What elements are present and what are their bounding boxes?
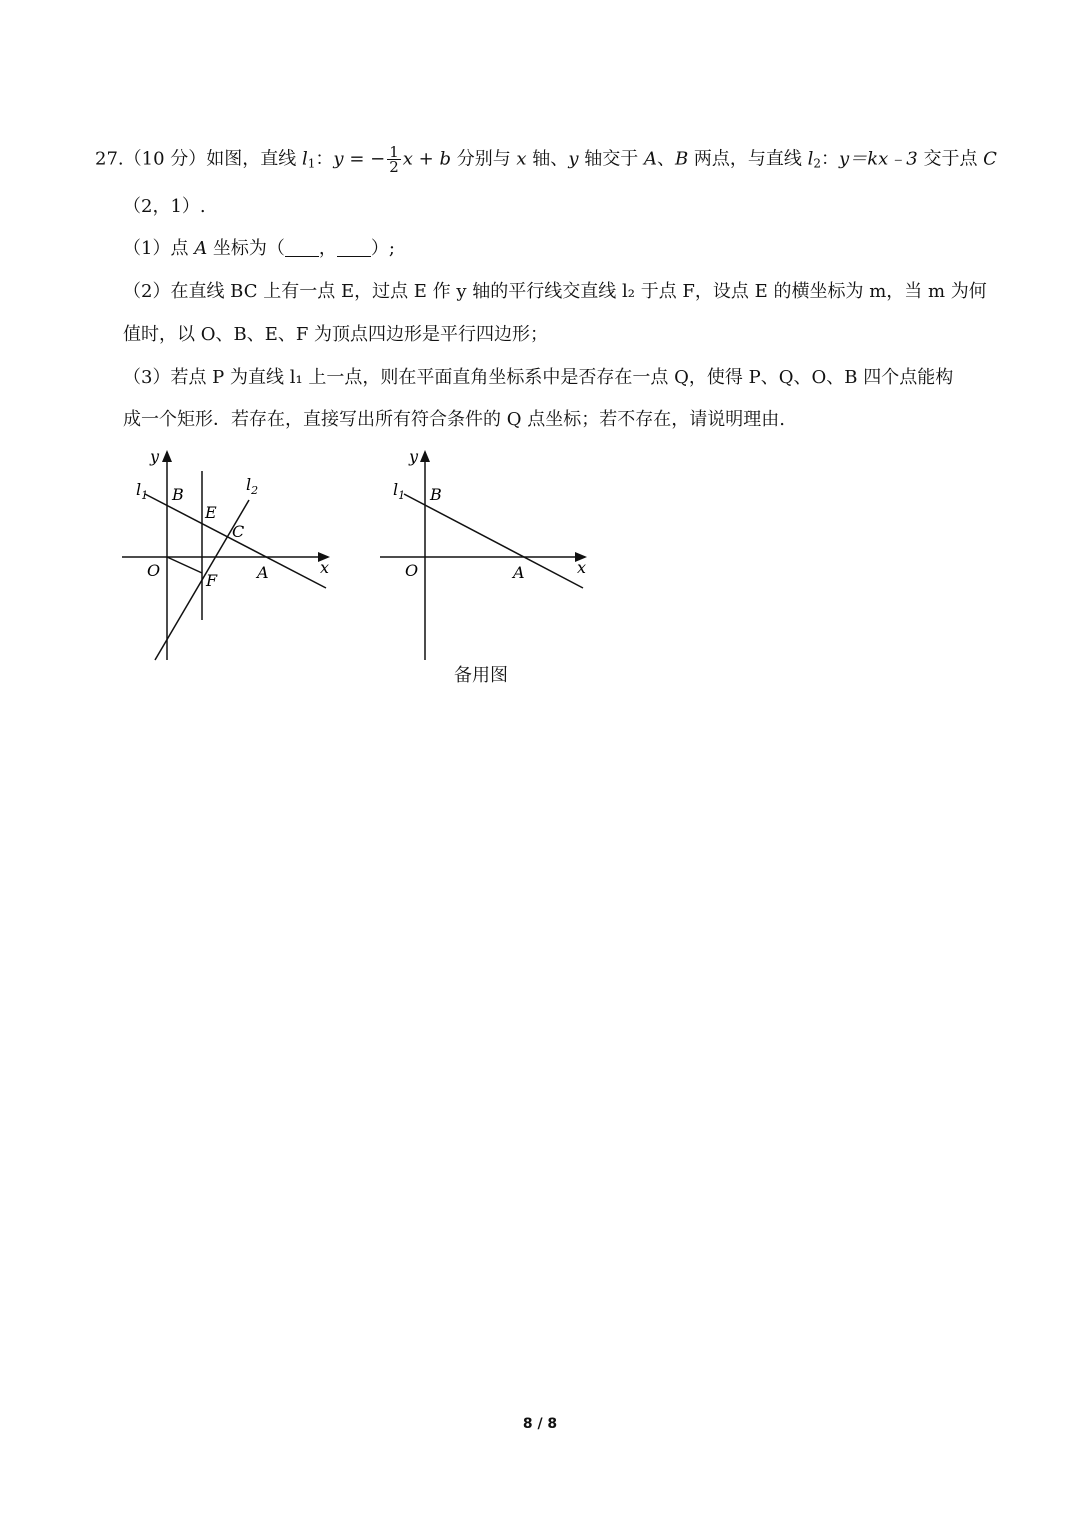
question-line-2: （2，1）. <box>123 196 206 217</box>
question-score: （10 分） <box>123 148 207 170</box>
separator: 、 <box>656 148 675 170</box>
label-y: y <box>409 447 419 466</box>
var-x: x <box>516 148 527 170</box>
line-l1 <box>145 494 326 588</box>
label-e: E <box>205 503 217 522</box>
label-a: A <box>257 563 269 582</box>
line-l2-name: l <box>807 148 814 170</box>
l2-equation: y＝kx﹣3 <box>839 148 918 170</box>
label-l2: $l_2$ <box>246 475 259 497</box>
part1-point-a: A <box>194 238 208 259</box>
y-axis-arrow-icon <box>420 450 430 462</box>
page-number: 8 / 8 <box>522 1416 558 1432</box>
figure-2 <box>370 440 600 670</box>
text-seg: 轴交于 <box>578 148 644 170</box>
eq-b: b <box>439 148 451 170</box>
line-l2-sub: 2 <box>813 156 822 171</box>
segment-of <box>167 557 202 573</box>
label-c: C <box>232 522 245 541</box>
answer-blank-x[interactable] <box>285 238 319 257</box>
label-l1: $l_1$ <box>393 480 406 502</box>
text-seg: 两点，与直线 <box>688 148 808 170</box>
label-x: x <box>577 558 587 577</box>
label-o: O <box>405 561 419 580</box>
point-b: B <box>674 148 689 170</box>
y-axis-arrow-icon <box>162 450 172 462</box>
text-seg: 轴、 <box>526 148 569 170</box>
label-a: A <box>513 563 525 582</box>
eq-equals: = − <box>343 148 386 170</box>
part-2-line-2: 值时，以 O、B、E、F 为顶点四边形是平行四边形； <box>123 324 549 345</box>
point-a: A <box>643 148 657 170</box>
label-o: O <box>147 561 161 580</box>
eq-x: x <box>402 148 413 170</box>
label-f: F <box>206 571 218 590</box>
part-1 <box>123 236 395 262</box>
part1-prefix: （1）点 <box>123 238 195 259</box>
line-l1-sub: 1 <box>307 156 316 171</box>
label-x: x <box>320 558 330 577</box>
frac-numerator: 1 <box>389 143 399 161</box>
text-seg: 交于点 <box>917 148 984 170</box>
eq-plus: + <box>412 148 440 170</box>
part-3-line-2: 成一个矩形．若存在，直接写出所有符合条件的 Q 点坐标；若不存在，请说明理由. <box>123 409 785 430</box>
line-l1-name: l <box>302 148 308 170</box>
answer-blank-y[interactable] <box>337 238 371 257</box>
question-intro: 如图，直线 <box>206 148 297 170</box>
frac-denominator: 2 <box>389 158 399 176</box>
label-y: y <box>150 447 160 466</box>
colon: ： <box>821 148 840 170</box>
part1-end: ）; <box>370 238 395 259</box>
question-number: 27. <box>95 148 124 170</box>
text-seg: 分别与 <box>450 148 517 170</box>
part-3-line-1: （3）若点 P 为直线 l₁ 上一点，则在平面直角坐标系中是否存在一点 Q，使得 P、Q、O、B 四个点能构 <box>123 367 954 388</box>
label-b: B <box>430 485 442 504</box>
question-line-1 <box>95 145 997 177</box>
figure-2-caption: 备用图 <box>454 665 508 686</box>
figure-1 <box>110 440 350 670</box>
part1-comma: ， <box>318 238 337 259</box>
label-b: B <box>172 485 184 504</box>
part1-mid: 坐标为（ <box>207 238 285 259</box>
fraction-half <box>387 145 401 174</box>
var-y: y <box>568 148 579 170</box>
line-l1 <box>404 494 583 588</box>
eq-y: y <box>333 148 344 170</box>
colon: ： <box>315 148 334 170</box>
point-c: C <box>983 148 997 170</box>
label-l1: $l_1$ <box>136 480 149 502</box>
part-2-line-1: （2）在直线 BC 上有一点 E，过点 E 作 y 轴的平行线交直线 l₂ 于点 F，设点 E 的横坐标为 m，当 m 为何 <box>123 281 987 302</box>
